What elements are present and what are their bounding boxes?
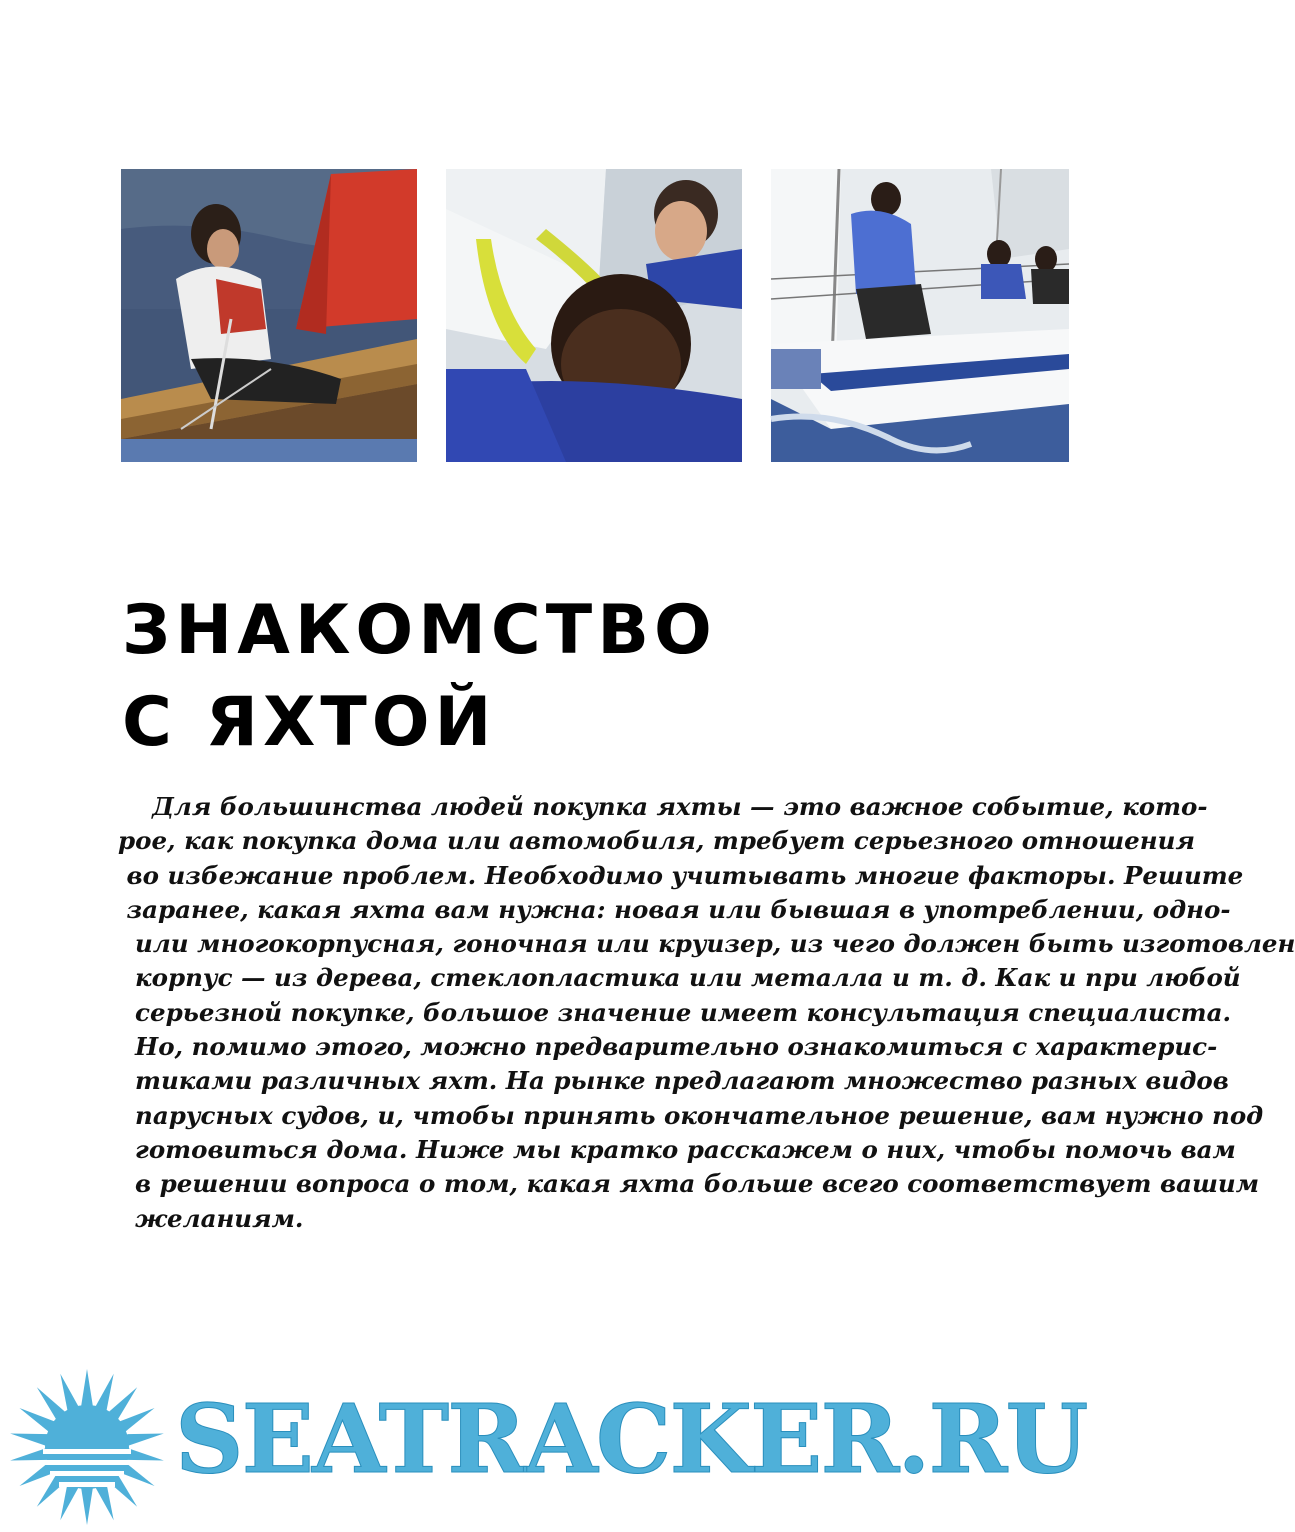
body-line: парусных судов, и, чтобы принять окончательное решение, вам нужно под (118, 1100, 1264, 1130)
title-line-2: С ЯХТОЙ (122, 683, 497, 762)
watermark-text: SEATRACKER.RU (175, 1384, 1087, 1495)
body-line: желаниям. (118, 1203, 304, 1233)
body-paragraph (118, 790, 1295, 1236)
body-line: готовиться дома. Ниже мы кратко расскажем о них, чтобы помочь вам (118, 1134, 1236, 1164)
body-line: серьезной покупке, большое значение имеет консультация специалиста. (118, 997, 1232, 1027)
title-line-1: ЗНАКОМСТВО (122, 591, 717, 670)
photo-crew-on-deck (446, 169, 742, 462)
body-line: Но, помимо этого, можно предварительно ознакомиться с характерис- (118, 1032, 1218, 1062)
sun-icon (0, 1365, 175, 1528)
photo-strip (121, 169, 1069, 462)
body-line: или многокорпусная, гоночная или круизер, из чего должен быть изготовлен (118, 929, 1295, 959)
photo-dinghy-sailor (121, 169, 417, 462)
body-line: рое, как покупка дома или автомобиля, требует серьезного отношения (118, 826, 1195, 856)
body-line: во избежание проблем. Необходимо учитывать многие факторы. Решите (118, 860, 1244, 890)
photo-yacht-crew (771, 169, 1069, 462)
body-line: тиками различных яхт. На рынке предлагают множество разных видов (118, 1066, 1229, 1096)
page-title (122, 585, 717, 769)
body-line: Для большинства людей покупка яхты — это важное событие, кото- (118, 792, 1208, 821)
body-line: заранее, какая яхта вам нужна: новая или бывшая в употреблении, одно- (118, 894, 1231, 924)
body-line: корпус — из дерева, стеклопластика или металла и т. д. Как и при любой (118, 963, 1241, 993)
body-line: в решении вопроса о том, какая яхта больше всего соответствует вашим (118, 1169, 1259, 1199)
